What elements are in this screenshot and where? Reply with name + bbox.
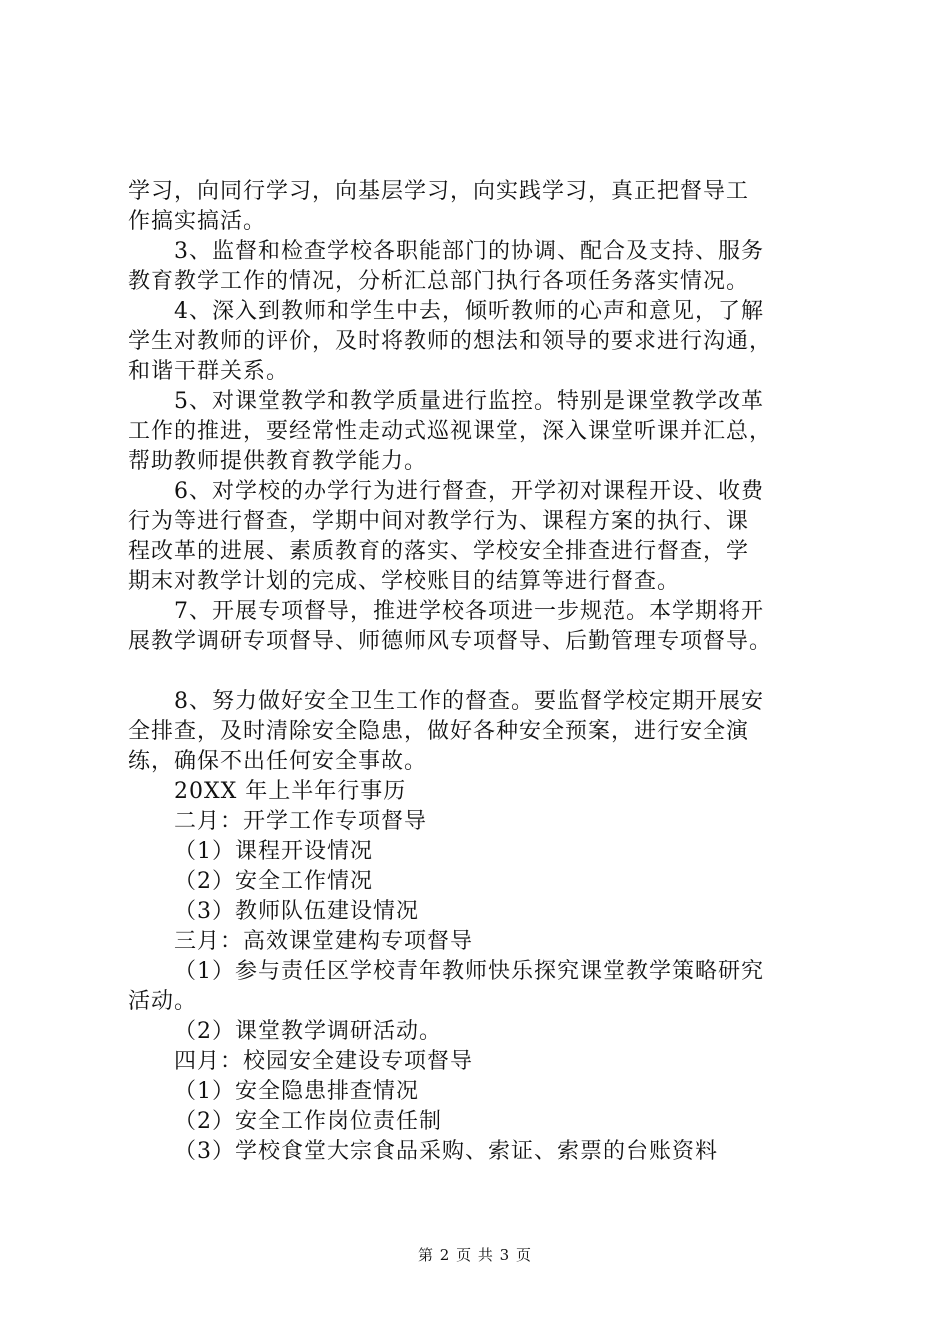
- list-item: （2）课堂教学调研活动。: [174, 1019, 442, 1044]
- text-line: 学习，向同行学习，向基层学习，向实践学习，真正把督导工: [128, 179, 750, 204]
- month-heading: 二月：开学工作专项督导: [174, 809, 428, 834]
- list-item: （1）安全隐患排查情况: [174, 1079, 419, 1104]
- list-item: （3）学校食堂大宗食品采购、索证、索票的台账资料: [174, 1139, 718, 1164]
- document-body: [128, 177, 840, 1167]
- month-heading: 三月：高效课堂建构专项督导: [174, 929, 474, 954]
- list-item: （3）教师队伍建设情况: [174, 899, 419, 924]
- text-line: 工作的推进，要经常性走动式巡视课堂，深入课堂听课并汇总，: [128, 419, 773, 444]
- text-line: 练，确保不出任何安全事故。: [128, 749, 428, 774]
- text-line: 行为等进行督查，学期中间对教学行为、课程方案的执行、课: [128, 509, 750, 534]
- text-line: 5、对课堂教学和教学质量进行监控。特别是课堂教学改革: [174, 389, 764, 414]
- text-line: 和谐干群关系。: [128, 359, 290, 384]
- list-item: （2）安全工作岗位责任制: [174, 1109, 442, 1134]
- month-heading: 四月：校园安全建设专项督导: [174, 1049, 474, 1074]
- list-item: （2）安全工作情况: [174, 869, 373, 894]
- text-line: 帮助教师提供教育教学能力。: [128, 449, 428, 474]
- text-line: 7、开展专项督导，推进学校各项进一步规范。本学期将开: [174, 599, 764, 624]
- text-line: 8、努力做好安全卫生工作的督查。要监督学校定期开展安: [174, 689, 764, 714]
- text-line: 3、监督和检查学校各职能部门的协调、配合及支持、服务: [174, 239, 764, 264]
- list-item: （1）课程开设情况: [174, 839, 373, 864]
- list-item: （1）参与责任区学校青年教师快乐探究课堂教学策略研究: [174, 959, 764, 984]
- text-line: 学生对教师的评价，及时将教师的想法和领导的要求进行沟通，: [128, 329, 773, 354]
- page-footer: 第 2 页 共 3 页: [418, 1246, 532, 1264]
- text-line: 作搞实搞活。: [128, 209, 267, 234]
- text-line: 期末对教学计划的完成、学校账目的结算等进行督查。: [128, 569, 681, 594]
- text-line: 活动。: [128, 989, 198, 1014]
- text-line: 教育教学工作的情况，分析汇总部门执行各项任务落实情况。: [128, 269, 750, 294]
- text-line: 4、深入到教师和学生中去，倾听教师的心声和意见，了解: [174, 299, 764, 324]
- text-line: 6、对学校的办学行为进行督查，开学初对课程开设、收费: [174, 479, 764, 504]
- text-line: 展教学调研专项督导、师德师风专项督导、后勤管理专项督导。: [128, 629, 773, 654]
- text-line: 程改革的进展、素质教育的落实、学校安全排查进行督查，学: [128, 539, 750, 564]
- calendar-heading: 20XX 年上半年行事历: [174, 779, 407, 804]
- text-line: 全排查，及时清除安全隐患，做好各种安全预案，进行安全演: [128, 719, 750, 744]
